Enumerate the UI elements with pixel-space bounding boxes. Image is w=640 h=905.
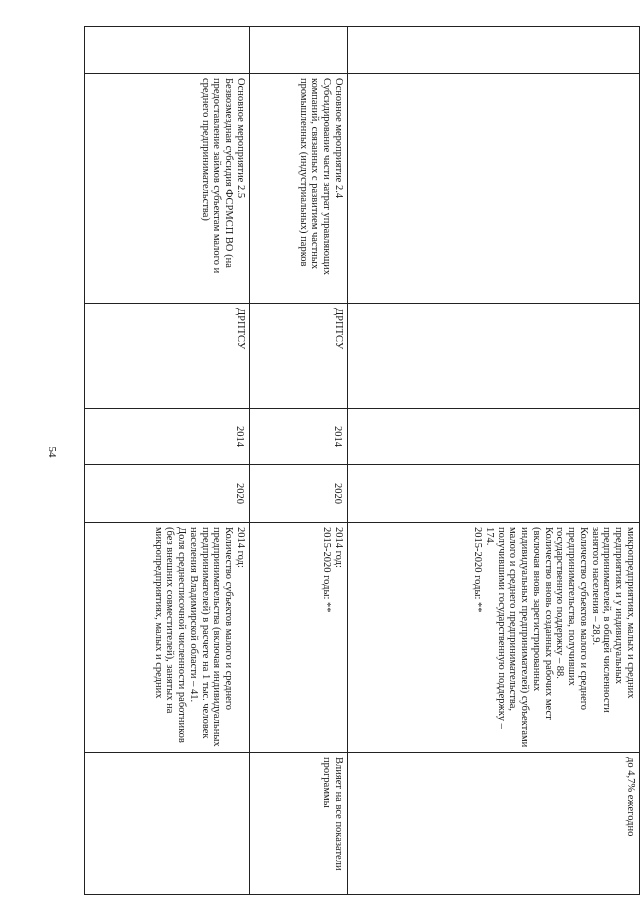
- table-row: [348, 27, 640, 895]
- table-row: [85, 27, 250, 895]
- executor-cell: ДРПТСУ: [250, 304, 348, 409]
- effect-cell: Влияет на все показатели программы: [250, 753, 348, 895]
- measure-cell: Основное мероприятие 2.5 Безвозмездная субсидия ФСРМСП ВО (на предоставление займов субъектам малого и среднего предпринимательства): [85, 74, 250, 304]
- start-year-cell: 2014: [250, 409, 348, 465]
- row-number-cell: [85, 27, 250, 74]
- start-year-cell: [348, 409, 640, 465]
- row-number-cell: [250, 27, 348, 74]
- program-measures-table: [84, 26, 640, 895]
- start-year-cell: 2014: [85, 409, 250, 465]
- measure-cell: Основное мероприятие 2.4 Субсидирование части затрат управляющих компаний, связанных с развитием частных промышленных (индустриальных) парков: [250, 74, 348, 304]
- executor-cell: ДРПТСУ: [85, 304, 250, 409]
- indicator-cell: 2014 год: 2015-2020 годы: **: [250, 523, 348, 753]
- rotated-table-container: [84, 26, 640, 894]
- end-year-cell: 2020: [85, 465, 250, 523]
- measure-cell: [348, 74, 640, 304]
- end-year-cell: 2020: [250, 465, 348, 523]
- table-row: [250, 27, 348, 895]
- end-year-cell: [348, 465, 640, 523]
- effect-cell: до 4,7% ежегодно: [348, 753, 640, 895]
- indicator-cell: микропредприятиях, малых и средних предприятиях и у индивидуальных предпринимателей, в общей численности занятого населения – 28,9. Количество субъектов малого и среднего предпринимательства, получивших государственную поддержку – 88. Количество вновь созданных рабочих мест (включая вновь зарегистрированных индивидуальных предпринимателей) субъектами малого и среднего предпринимательства, получившими государственную поддержку – 174. 2015-2020 годы: **: [348, 523, 640, 753]
- row-number-cell: [348, 27, 640, 74]
- effect-cell: [85, 753, 250, 895]
- indicator-cell: 2014 год: Количество субъектов малого и среднего предпринимательства (включая индивидуальных предпринимателей) в расчете на 1 тыс. человек населения Владимирской области – 41. Доля среднесписочной численности работников (без внешних совместителей), занятых на микропредприятиях, малых и средних: [85, 523, 250, 753]
- page-number: 54: [46, 446, 58, 458]
- executor-cell: [348, 304, 640, 409]
